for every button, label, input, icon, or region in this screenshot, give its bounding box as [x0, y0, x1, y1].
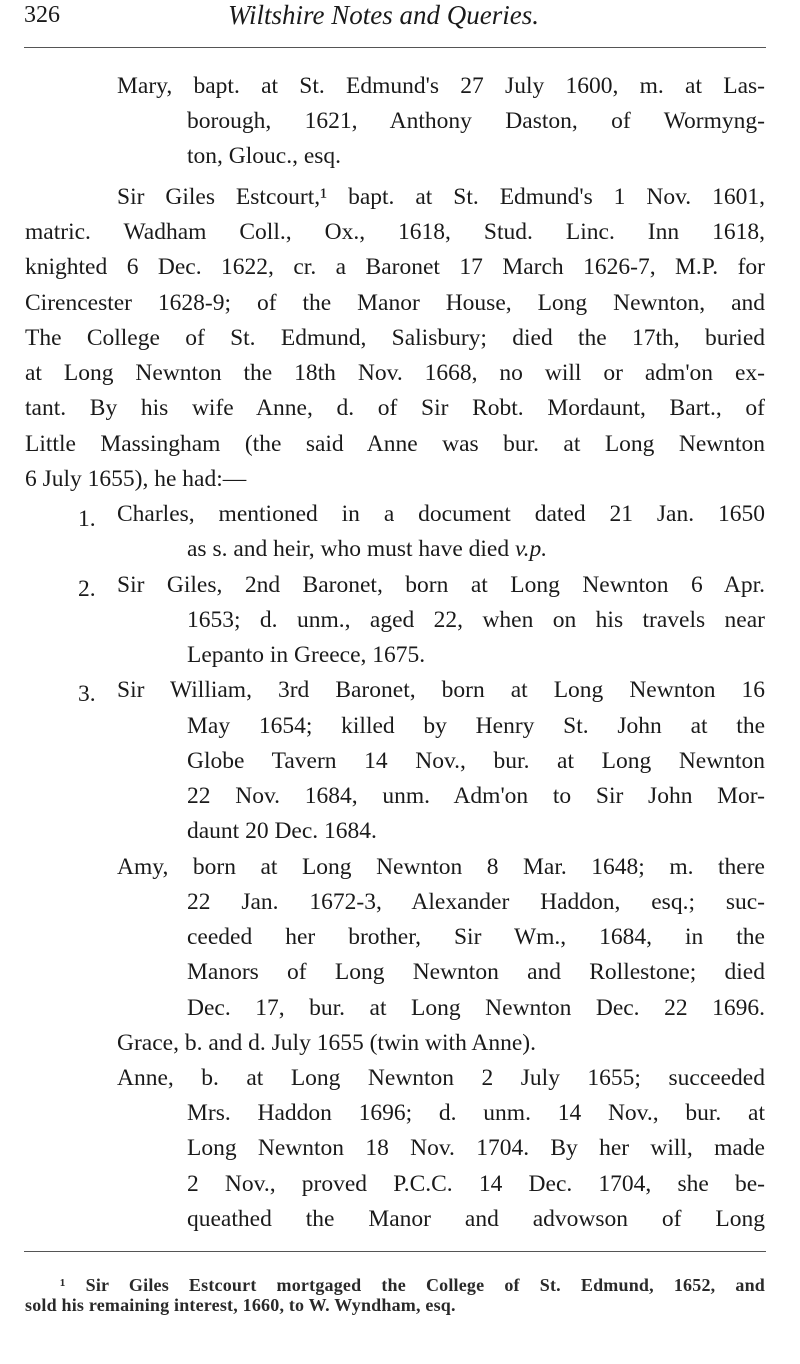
text-line	[117, 69, 765, 103]
footnote-line: sold his remaining interest, 1660, to W. Wyndham, esq.	[25, 1295, 456, 1315]
text-line-content: knighted 6 Dec. 1622, cr. a Baronet 17 March 1626-7, M.P. for	[25, 254, 765, 281]
running-title: Wiltshire Notes and Queries.	[228, 0, 539, 30]
text-line-content: Sir William, 3rd Baronet, born at Long Newnton 16	[117, 677, 765, 704]
text-line	[187, 991, 765, 1025]
text-line	[187, 885, 765, 919]
text-line	[187, 1202, 765, 1236]
text-line	[187, 920, 765, 954]
text-line	[187, 603, 765, 637]
text-line-content: queathed the Manor and advowson of Long	[187, 1205, 765, 1232]
text-line-content: 1653; d. unm., aged 22, when on his travels near	[187, 606, 765, 633]
text-line-content: matric. Wadham Coll., Ox., 1618, Stud. Linc. Inn 1618,	[25, 219, 765, 246]
text-line	[117, 673, 765, 707]
text-line-content: as s. and heir, who must have died	[187, 536, 510, 563]
item-number: 2.	[78, 576, 96, 602]
text-line-content: tant. By his wife Anne, d. of Sir Robt. Mordaunt, Bart., of	[25, 395, 765, 422]
text-line	[187, 955, 765, 989]
text-line	[25, 391, 765, 425]
text-line-content: borough, 1621, Anthony Daston, of Wormyng-	[187, 108, 765, 134]
text-line-content: Globe Tavern 14 Nov., bur. at Long Newnton	[187, 747, 765, 774]
footnote-rule	[24, 1251, 766, 1252]
text-line-content: Grace, b. and d. July 1655 (twin with Anne).	[117, 1029, 537, 1056]
text-line	[187, 139, 765, 173]
page-number: 326	[24, 2, 60, 28]
text-line	[187, 709, 765, 743]
item-number: 1.	[78, 506, 96, 532]
text-line	[187, 104, 765, 138]
text-line	[117, 497, 765, 531]
text-line	[117, 180, 765, 214]
text-line	[117, 1026, 765, 1060]
text-line-content: Mrs. Haddon 1696; d. unm. 14 Nov., bur. at	[187, 1100, 765, 1127]
text-line	[25, 215, 765, 249]
text-line-content: May 1654; killed by Henry St. John at the	[187, 712, 765, 739]
text-line-content: ceeded her brother, Sir Wm., 1684, in the	[187, 924, 765, 951]
text-line-content: Cirencester 1628-9; of the Manor House, Long Newnton, and	[25, 289, 765, 316]
text-line-content: Mary, bapt. at St. Edmund's 27 July 1600, m. at Las-	[117, 73, 765, 99]
text-line	[117, 568, 765, 602]
text-line-content: Dec. 17, bur. at Long Newnton Dec. 22 1696.	[187, 994, 765, 1021]
text-line-content: 2 Nov., proved P.C.C. 14 Dec. 1704, she be-	[187, 1170, 765, 1197]
text-line	[117, 1061, 765, 1095]
item-number: 3.	[78, 681, 96, 707]
text-line-content: ton, Glouc., esq.	[187, 143, 342, 169]
text-line-content: Little Massingham (the said Anne was bur. at Long Newnton	[25, 430, 765, 457]
text-line	[25, 250, 765, 284]
header-rule	[24, 47, 766, 48]
text-line	[187, 1167, 765, 1201]
text-line	[187, 1096, 765, 1130]
text-line-content: 22 Nov. 1684, unm. Adm'on to Sir John Mor-	[187, 783, 765, 810]
text-line	[187, 1131, 765, 1165]
text-line-content: Manors of Long Newnton and Rollestone; died	[187, 959, 765, 986]
text-line-content: Sir Giles, 2nd Baronet, born at Long Newnton 6 Apr.	[117, 571, 765, 598]
text-line	[25, 356, 765, 390]
text-line	[25, 321, 765, 355]
text-line	[25, 462, 765, 496]
text-line-content: The College of St. Edmund, Salisbury; died the 17th, buried	[25, 324, 765, 351]
text-line	[187, 638, 765, 672]
text-line	[25, 427, 765, 461]
text-line-content: Amy, born at Long Newnton 8 Mar. 1648; m. there	[117, 853, 765, 880]
text-line	[187, 779, 765, 813]
text-line	[117, 850, 765, 884]
text-line	[187, 532, 765, 566]
text-line-content: 6 July 1655), he had:—	[25, 465, 247, 492]
text-line-content: daunt 20 Dec. 1684.	[187, 818, 377, 845]
text-line-content: Sir Giles Estcourt,¹ bapt. at St. Edmund's 1 Nov. 1601,	[117, 184, 765, 210]
text-line-content: at Long Newnton the 18th Nov. 1668, no will or adm'on ex-	[25, 360, 765, 387]
footnote-line: ¹ Sir Giles Estcourt mortgaged the College of St. Edmund, 1652, and	[60, 1275, 765, 1295]
text-line-content: Lepanto in Greece, 1675.	[187, 642, 426, 669]
text-line-content: Anne, b. at Long Newnton 2 July 1655; succeeded	[117, 1065, 765, 1091]
text-line-content: 22 Jan. 1672-3, Alexander Haddon, esq.; suc-	[187, 888, 765, 915]
text-line-content: Charles, mentioned in a document dated 21 Jan. 1650	[117, 501, 765, 528]
italic-abbrev: v.p.	[515, 536, 548, 563]
text-line	[187, 814, 765, 848]
text-line-content: Long Newnton 18 Nov. 1704. By her will, made	[187, 1135, 765, 1162]
text-line	[25, 286, 765, 320]
text-line	[187, 744, 765, 778]
